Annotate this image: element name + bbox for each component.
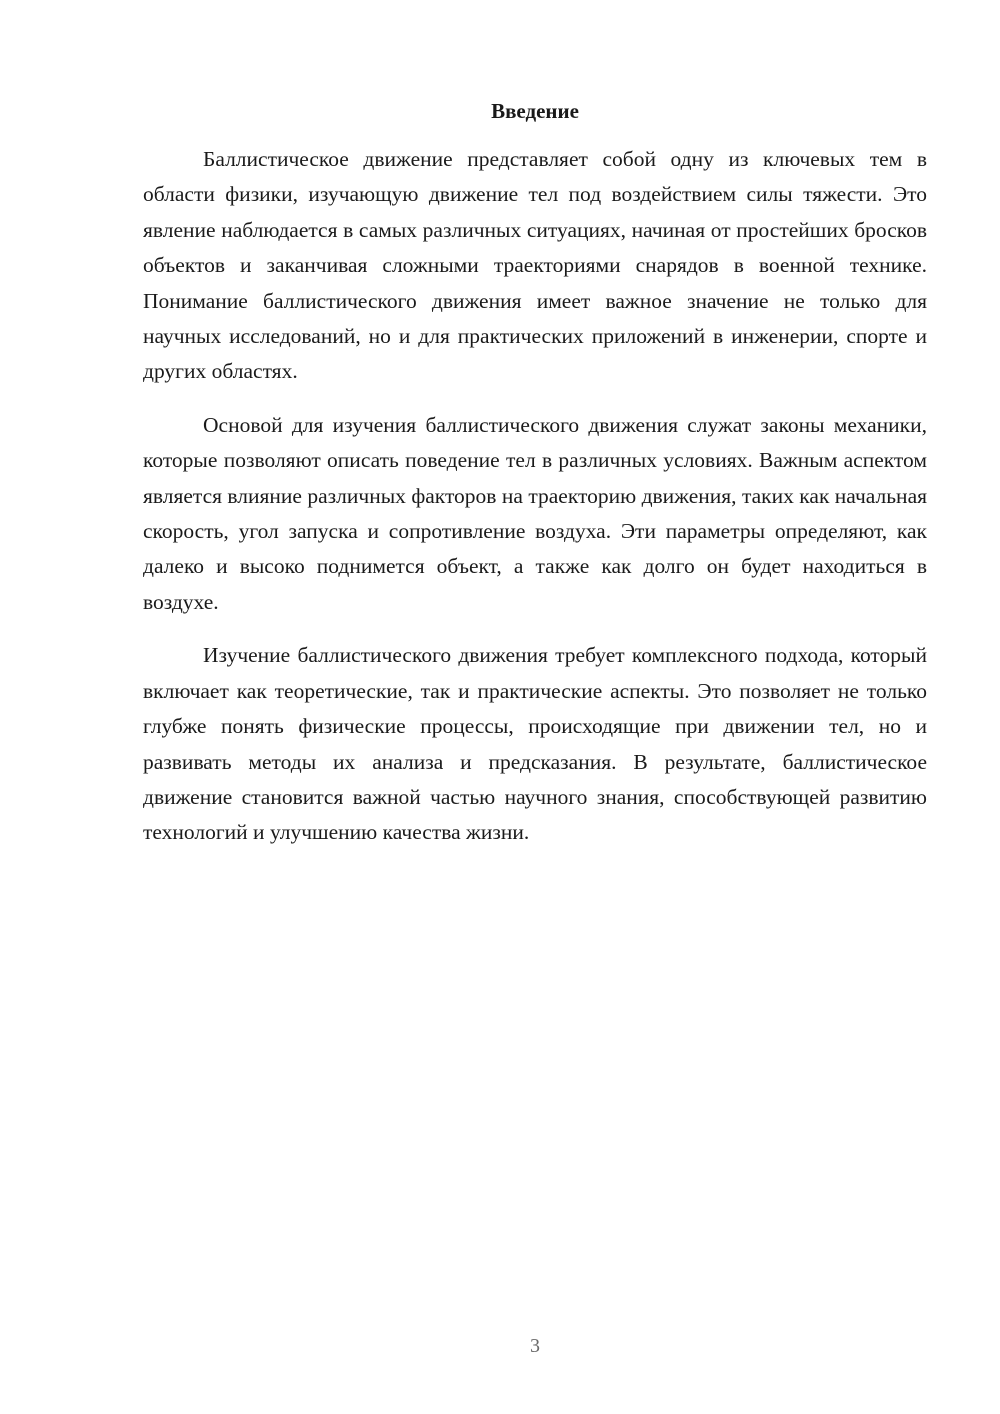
- page-number: 3: [530, 1335, 540, 1357]
- paragraph-3: Изучение баллистического движения требует комплексного подхода, который включает как теоретические, так и практические аспекты. Это позволяет не только глубже понять физические процессы, происходящие при движении тел, но и развивать методы их анализа и предсказания. В результате, баллистическое движение становится важной частью научного знания, способствующей развитию технологий и улучшению качества жизни.: [143, 643, 927, 845]
- paragraph-2: Основой для изучения баллистического движения служат законы механики, которые позволяют описать поведение тел в различных условиях. Важным аспектом является влияние различных факторов на траекторию движения, таких как начальная скорость, угол запуска и сопротивление воздуха. Эти параметры определяют, как далеко и высоко поднимется объект, а также как долго он будет находиться в воздухе.: [143, 412, 927, 614]
- body-text: [143, 142, 927, 869]
- page-title: Введение: [491, 99, 579, 123]
- paragraph-1: Баллистическое движение представляет собой одну из ключевых тем в области физики, изучающую движение тел под воздействием силы тяжести. Это явление наблюдается в самых различных ситуациях, начиная от простейших бросков объектов и заканчивая сложными траекториями снарядов в военной технике. Понимание баллистического движения имеет важное значение не только для научных исследований, но и для практических приложений в инженерии, спорте и других областях.: [143, 147, 927, 384]
